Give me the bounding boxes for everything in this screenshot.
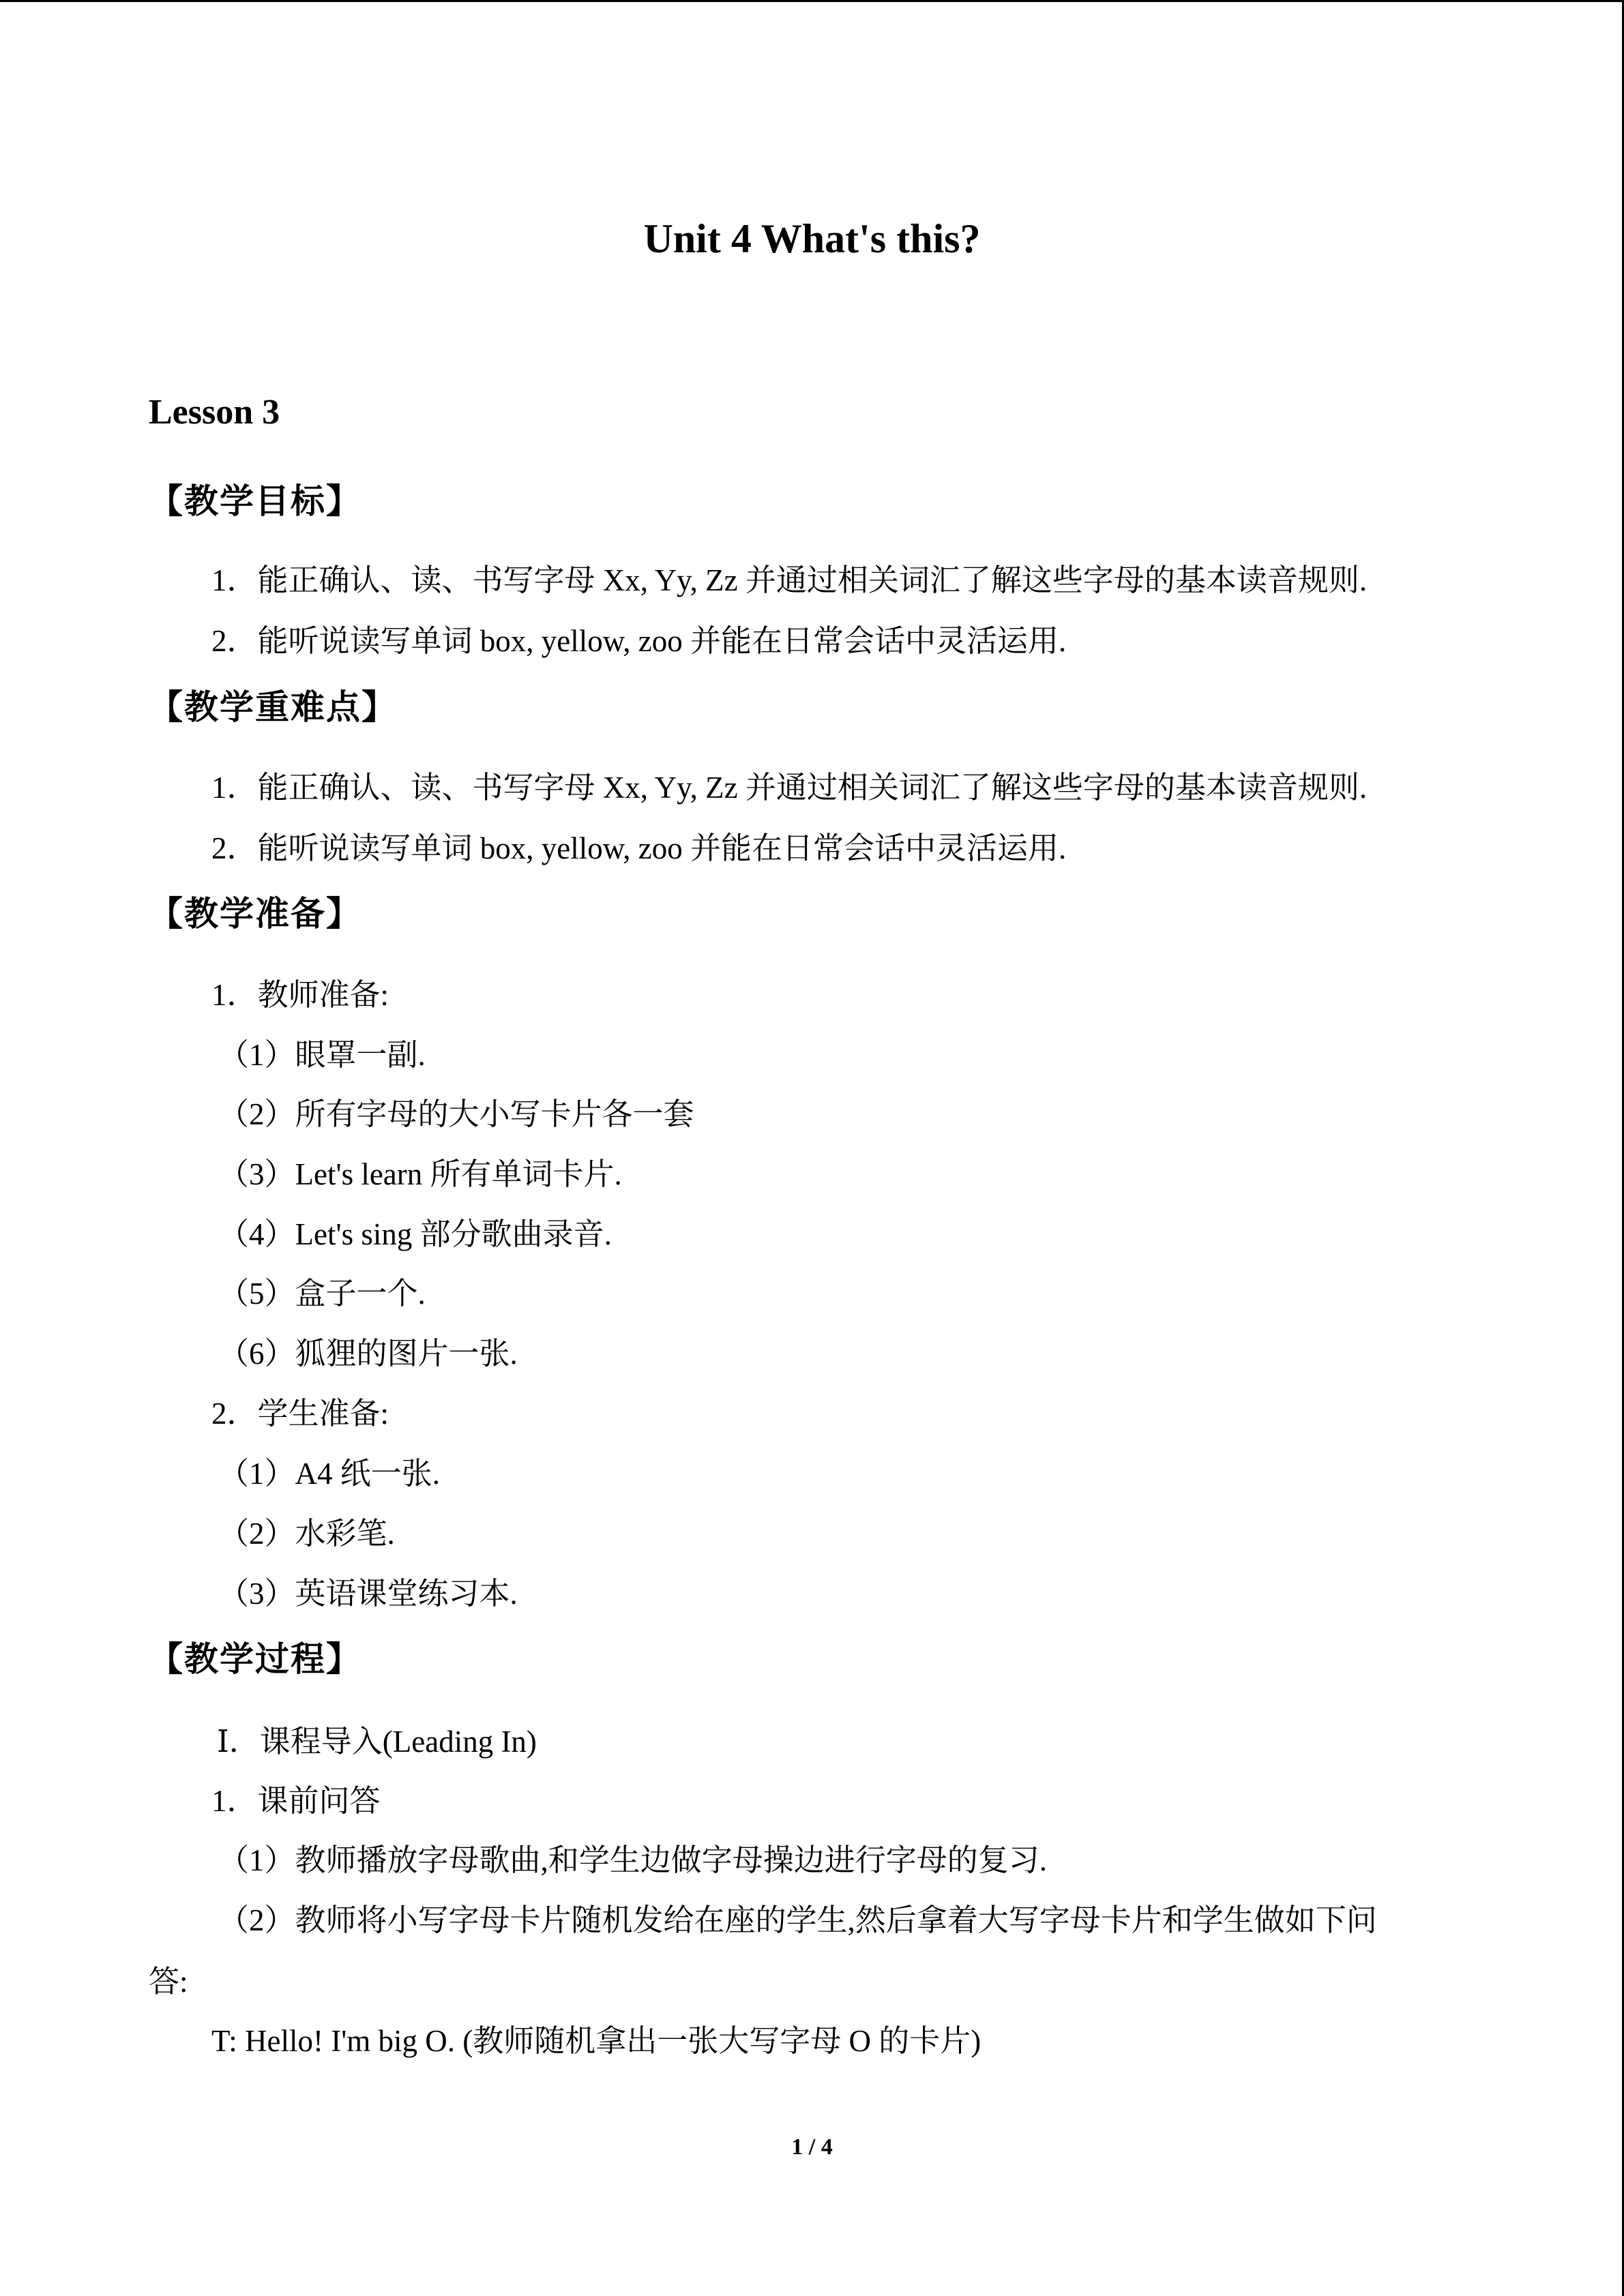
student-prep-item-3: （3）英语课堂练习本. bbox=[218, 1577, 518, 1611]
process-heading: 【教学过程】 bbox=[149, 1639, 361, 1679]
objectives-heading: 【教学目标】 bbox=[149, 481, 361, 521]
teacher-prep-label: 1．教师准备: bbox=[211, 978, 389, 1012]
objective-item-1: 1．能正确认、读、书写字母 Xx, Yy, Zz 并通过相关词汇了解这些字母的基本读音规则. bbox=[211, 563, 1368, 597]
process-item-1: （1）教师播放字母歌曲,和学生边做字母操边进行字母的复习. bbox=[218, 1843, 1048, 1877]
student-prep-label: 2．学生准备: bbox=[211, 1397, 389, 1431]
student-prep-item-1: （1）A4 纸一张. bbox=[218, 1457, 440, 1491]
preparation-heading: 【教学准备】 bbox=[149, 894, 361, 934]
student-prep-item-2: （2）水彩笔. bbox=[218, 1517, 395, 1551]
key-points-heading: 【教学重难点】 bbox=[149, 687, 397, 727]
process-step-1: Ⅰ．课程导入(Leading In) bbox=[217, 1725, 537, 1759]
dialogue-line: T: Hello! I'm big O. (教师随机拿出一张大写字母 O 的卡片) bbox=[211, 2024, 981, 2058]
process-item-2-line-1: （2）教师将小写字母卡片随机发给在座的学生,然后拿着大写字母卡片和学生做如下问 bbox=[218, 1903, 1377, 1937]
teacher-prep-item-2: （2）所有字母的大小写卡片各一套 bbox=[218, 1097, 694, 1131]
teacher-prep-item-3: （3）Let's learn 所有单词卡片. bbox=[218, 1157, 622, 1191]
objective-item-2: 2．能听说读写单词 box, yellow, zoo 并能在日常会话中灵活运用. bbox=[211, 624, 1067, 658]
teacher-prep-item-4: （4）Let's sing 部分歌曲录音. bbox=[218, 1217, 612, 1251]
lesson-heading: Lesson 3 bbox=[149, 393, 280, 432]
page-number: 1 / 4 bbox=[791, 2134, 833, 2160]
teacher-prep-item-5: （5）盒子一个. bbox=[218, 1277, 426, 1311]
process-item-2-line-2: 答: bbox=[149, 1965, 188, 1999]
teacher-prep-item-6: （6）狐狸的图片一张. bbox=[218, 1337, 518, 1371]
document-title: Unit 4 What's this? bbox=[643, 216, 981, 261]
key-point-item-2: 2．能听说读写单词 box, yellow, zoo 并能在日常会话中灵活运用. bbox=[211, 831, 1067, 865]
teacher-prep-item-1: （1）眼罩一副. bbox=[218, 1038, 426, 1072]
key-point-item-1: 1．能正确认、读、书写字母 Xx, Yy, Zz 并通过相关词汇了解这些字母的基本读音规则. bbox=[211, 771, 1368, 805]
process-sub-1: 1．课前问答 bbox=[211, 1784, 381, 1818]
